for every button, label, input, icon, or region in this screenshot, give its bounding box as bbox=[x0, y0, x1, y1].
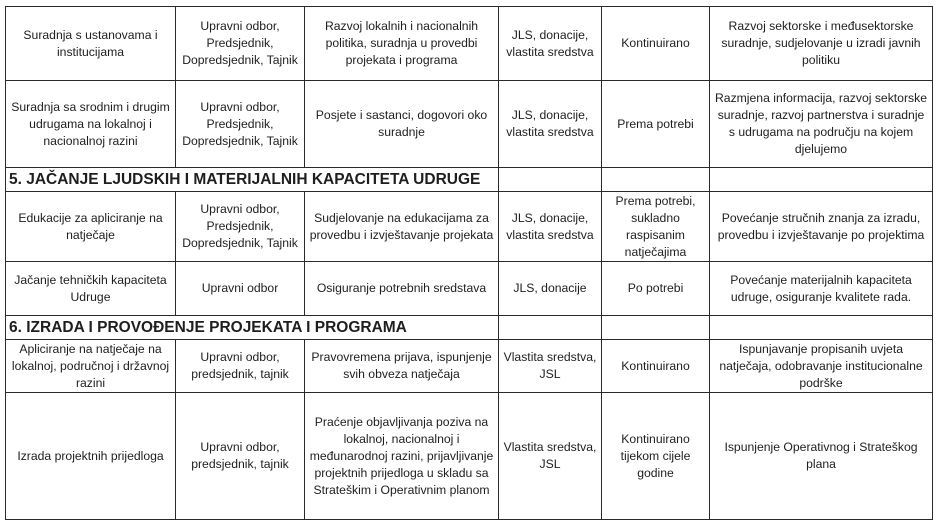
timeline-cell: Kontinuirano bbox=[602, 7, 710, 81]
method-cell: Pravovremena prijava, ispunjenje svih obveza natječaja bbox=[305, 340, 499, 393]
funding-cell: Vlastita sredstva, JSL bbox=[499, 340, 602, 393]
timeline-cell: Kontinuirano bbox=[602, 340, 710, 393]
timeline-cell: Prema potrebi bbox=[602, 81, 710, 168]
empty-cell bbox=[710, 316, 933, 340]
table-row bbox=[6, 393, 933, 520]
empty-cell bbox=[602, 316, 710, 340]
section-title: 5. JAČANJE LJUDSKIH I MATERIJALNIH KAPACITETA UDRUGE bbox=[6, 168, 499, 192]
timeline-cell: Kontinuirano tijekom cijele godine bbox=[602, 393, 710, 520]
method-cell: Osiguranje potrebnih sredstava bbox=[305, 262, 499, 316]
activity-cell: Suradnja sa srodnim i drugim udrugama na lokalnoj i nacionalnoj razini bbox=[6, 81, 176, 168]
funding-cell: JLS, donacije bbox=[499, 262, 602, 316]
section-title: 6. IZRADA I PROVOĐENJE PROJEKATA I PROGRAMA bbox=[6, 316, 499, 340]
method-cell: Razvoj lokalnih i nacionalnih politika, suradnja u provedbi projekata i programa bbox=[305, 7, 499, 81]
responsible-cell: Upravni odbor bbox=[176, 262, 305, 316]
table-row bbox=[6, 192, 933, 262]
table-row bbox=[6, 81, 933, 168]
action-plan-table bbox=[5, 6, 933, 520]
activity-cell: Apliciranje na natječaje na lokalnoj, područnoj i državnoj razini bbox=[6, 340, 176, 393]
empty-cell bbox=[602, 168, 710, 192]
funding-cell: Vlastita sredstva, JSL bbox=[499, 393, 602, 520]
activity-cell: Jačanje tehničkih kapaciteta Udruge bbox=[6, 262, 176, 316]
section-header-row bbox=[6, 168, 933, 192]
outcome-cell: Povećanje stručnih znanja za izradu, provedbu i izvještavanje po projektima bbox=[710, 192, 933, 262]
method-cell: Praćenje objavljivanja poziva na lokalnoj, nacionalnoj i međunarodnoj razini, prijavljivanje projektnih prijedloga u skladu sa Strateškim i Operativnim planom bbox=[305, 393, 499, 520]
responsible-cell: Upravni odbor, Predsjednik, Dopredsjednik, Tajnik bbox=[176, 7, 305, 81]
responsible-cell: Upravni odbor, predsjednik, tajnik bbox=[176, 393, 305, 520]
activity-cell: Izrada projektnih prijedloga bbox=[6, 393, 176, 520]
outcome-cell: Ispunjenje Operativnog i Strateškog plana bbox=[710, 393, 933, 520]
funding-cell: JLS, donacije, vlastita sredstva bbox=[499, 81, 602, 168]
outcome-cell: Povećanje materijalnih kapaciteta udruge, osiguranje kvalitete rada. bbox=[710, 262, 933, 316]
responsible-cell: Upravni odbor, Predsjednik, Dopredsjednik, Tajnik bbox=[176, 192, 305, 262]
empty-cell bbox=[499, 168, 602, 192]
method-cell: Sudjelovanje na edukacijama za provedbu i izvještavanje projekata bbox=[305, 192, 499, 262]
outcome-cell: Razmjena informacija, razvoj sektorske suradnje, razvoj partnerstva i suradnje s udrugama na području na kojem djelujemo bbox=[710, 81, 933, 168]
empty-cell bbox=[499, 316, 602, 340]
table-row bbox=[6, 7, 933, 81]
activity-cell: Edukacije za apliciranje na natječaje bbox=[6, 192, 176, 262]
timeline-cell: Prema potrebi, sukladno raspisanim natječajima bbox=[602, 192, 710, 262]
funding-cell: JLS, donacije, vlastita sredstva bbox=[499, 7, 602, 81]
empty-cell bbox=[710, 168, 933, 192]
method-cell: Posjete i sastanci, dogovori oko suradnje bbox=[305, 81, 499, 168]
funding-cell: JLS, donacije, vlastita sredstva bbox=[499, 192, 602, 262]
responsible-cell: Upravni odbor, predsjednik, tajnik bbox=[176, 340, 305, 393]
responsible-cell: Upravni odbor, Predsjednik, Dopredsjednik, Tajnik bbox=[176, 81, 305, 168]
section-header-row bbox=[6, 316, 933, 340]
outcome-cell: Razvoj sektorske i međusektorske suradnje, sudjelovanje u izradi javnih politiku bbox=[710, 7, 933, 81]
activity-cell: Suradnja s ustanovama i institucijama bbox=[6, 7, 176, 81]
table-row bbox=[6, 340, 933, 393]
outcome-cell: Ispunjavanje propisanih uvjeta natječaja, odobravanje institucionalne podrške bbox=[710, 340, 933, 393]
table-row bbox=[6, 262, 933, 316]
timeline-cell: Po potrebi bbox=[602, 262, 710, 316]
